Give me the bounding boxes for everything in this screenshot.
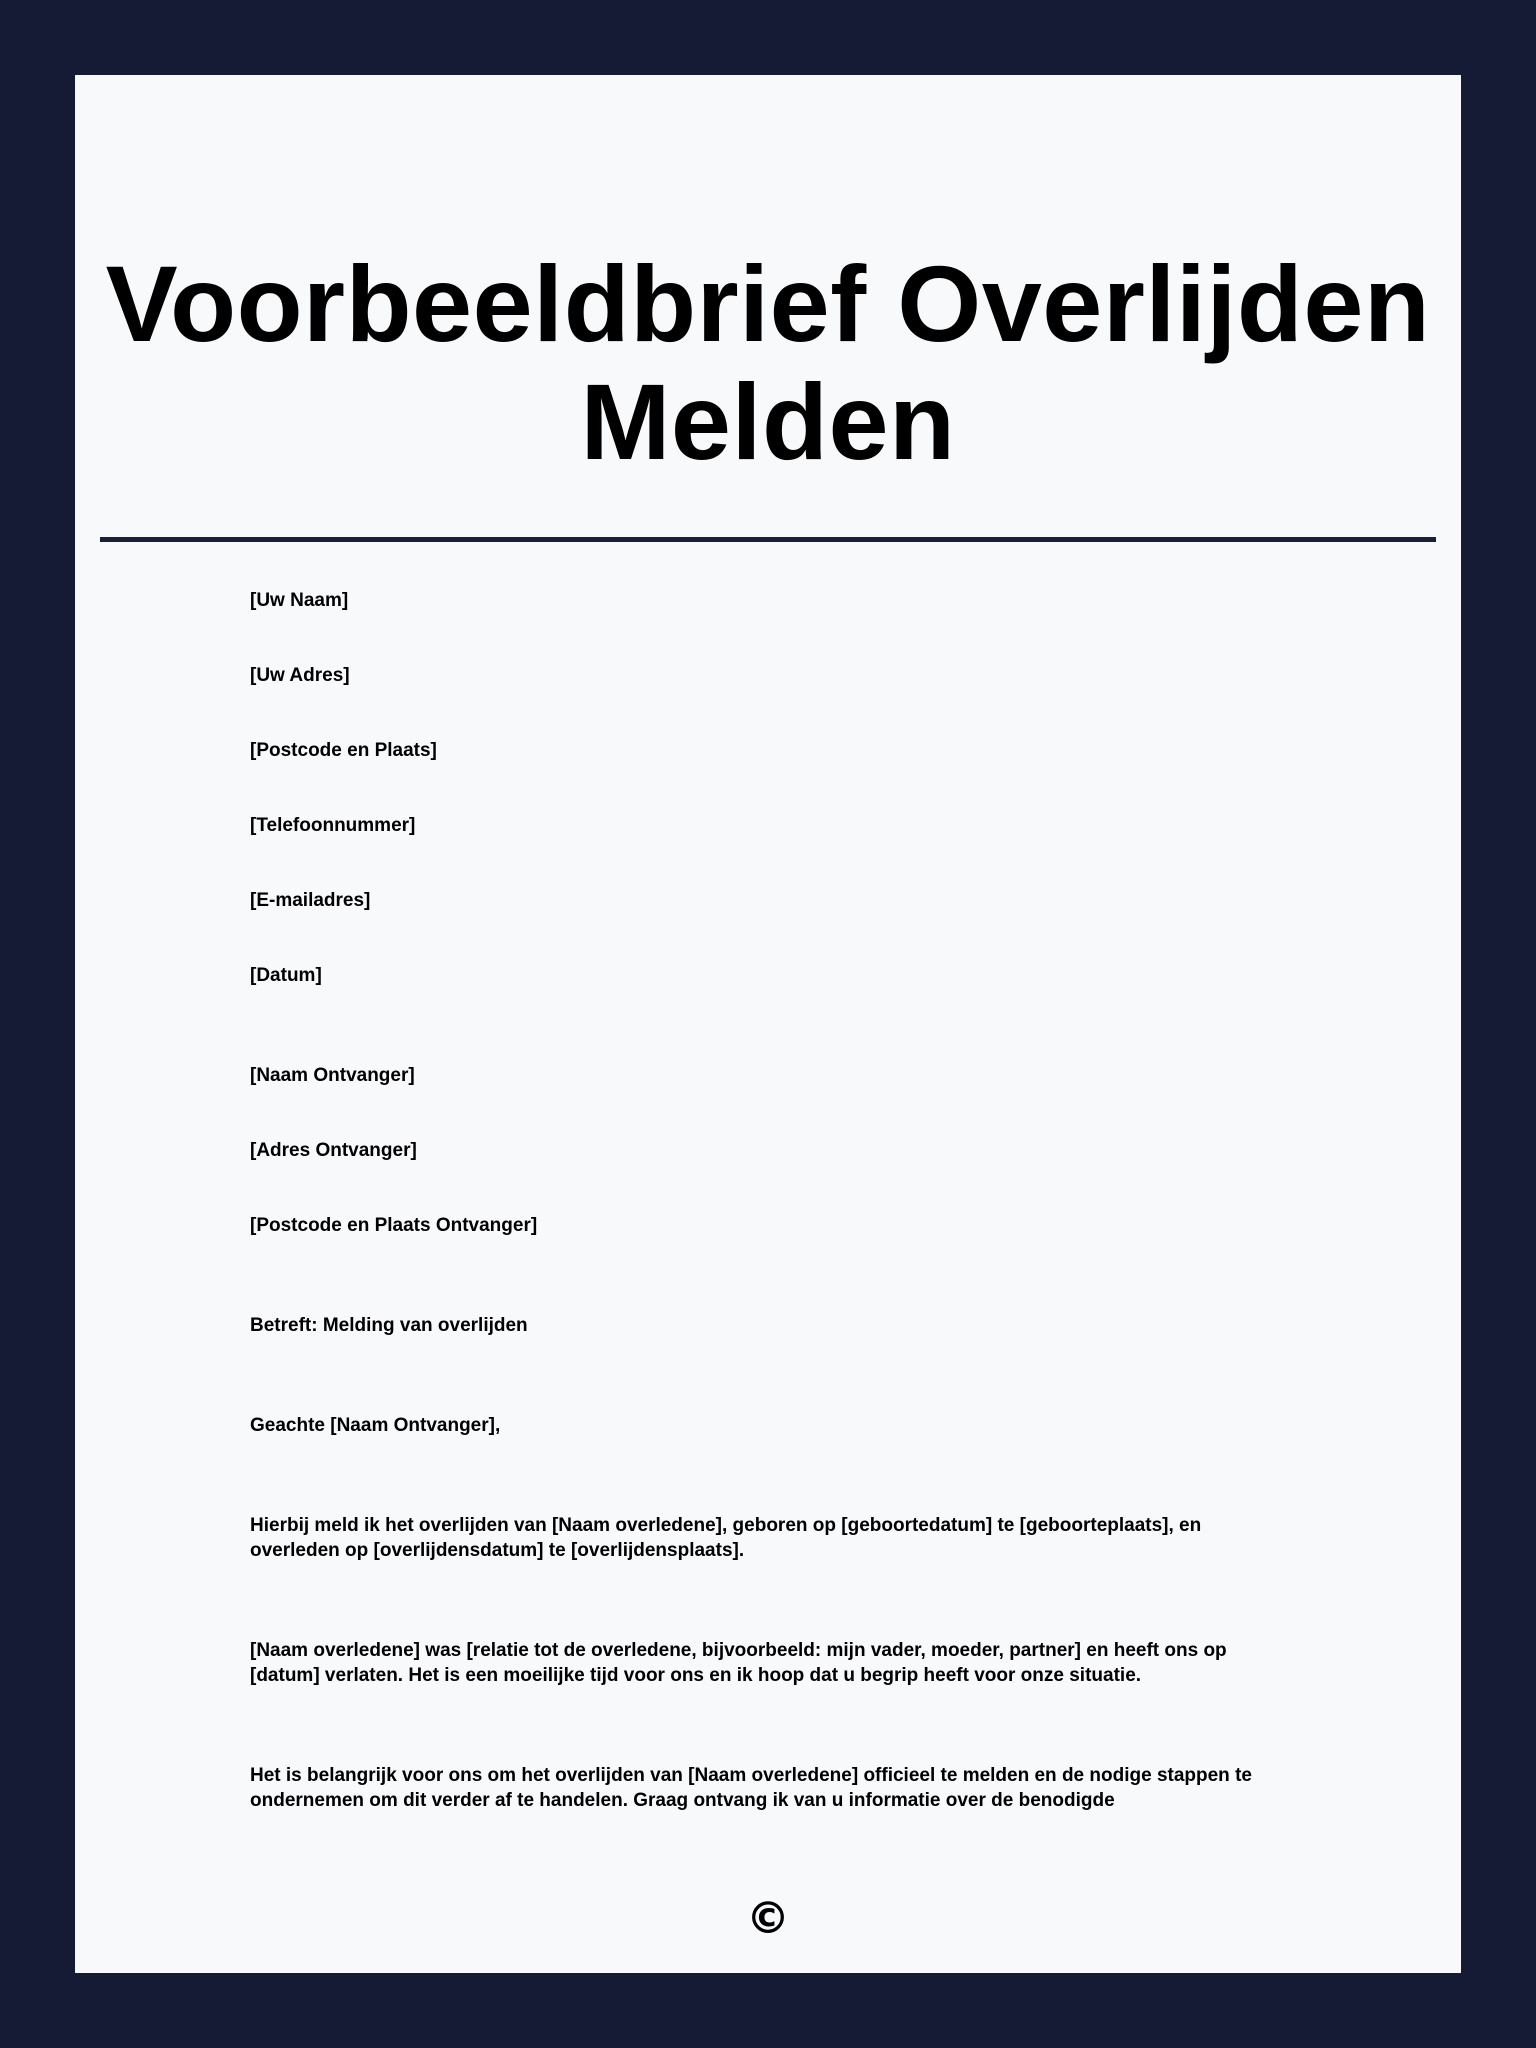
recipient-postal-city: [Postcode en Plaats Ontvanger] <box>250 1215 538 1236</box>
title-divider <box>100 537 1436 542</box>
letter-subject: Betreft: Melding van overlijden <box>250 1315 528 1336</box>
paragraph-2: [Naam overledene] was [relatie tot de overledene, bijvoorbeeld: mijn vader, moeder, partner] en heeft ons op [datum] verlaten. Het is een moeilijke tijd voor ons en ik hoop dat u begrip heeft voor onze situatie. <box>250 1640 1227 1686</box>
sender-phone: [Telefoonnummer] <box>250 815 416 836</box>
sender-address: [Uw Adres] <box>250 665 350 686</box>
sender-postal-city: [Postcode en Plaats] <box>250 740 437 761</box>
sender-email: [E-mailadres] <box>250 890 371 911</box>
sender-name: [Uw Naam] <box>250 590 349 611</box>
letter-date: [Datum] <box>250 965 322 986</box>
paragraph-1: Hierbij meld ik het overlijden van [Naam overledene], geboren op [geboortedatum] te [geboorteplaats], en overleden op [overlijdensdatum] te [overlijdensplaats]. <box>250 1515 1202 1561</box>
paragraph-3: Het is belangrijk voor ons om het overlijden van [Naam overledene] officieel te melden en de nodige stappen te ondernemen om dit verder af te handelen. Graag ontvang ik van u informatie over de benodigde <box>250 1765 1252 1811</box>
letter-salutation: Geachte [Naam Ontvanger], <box>250 1415 501 1436</box>
recipient-address: [Adres Ontvanger] <box>250 1140 417 1161</box>
copyright-symbol: © <box>746 1893 790 1944</box>
page-title: Voorbeeldbrief Overlijden Melden <box>105 243 1431 482</box>
document-page <box>75 75 1461 1973</box>
recipient-name: [Naam Ontvanger] <box>250 1065 415 1086</box>
